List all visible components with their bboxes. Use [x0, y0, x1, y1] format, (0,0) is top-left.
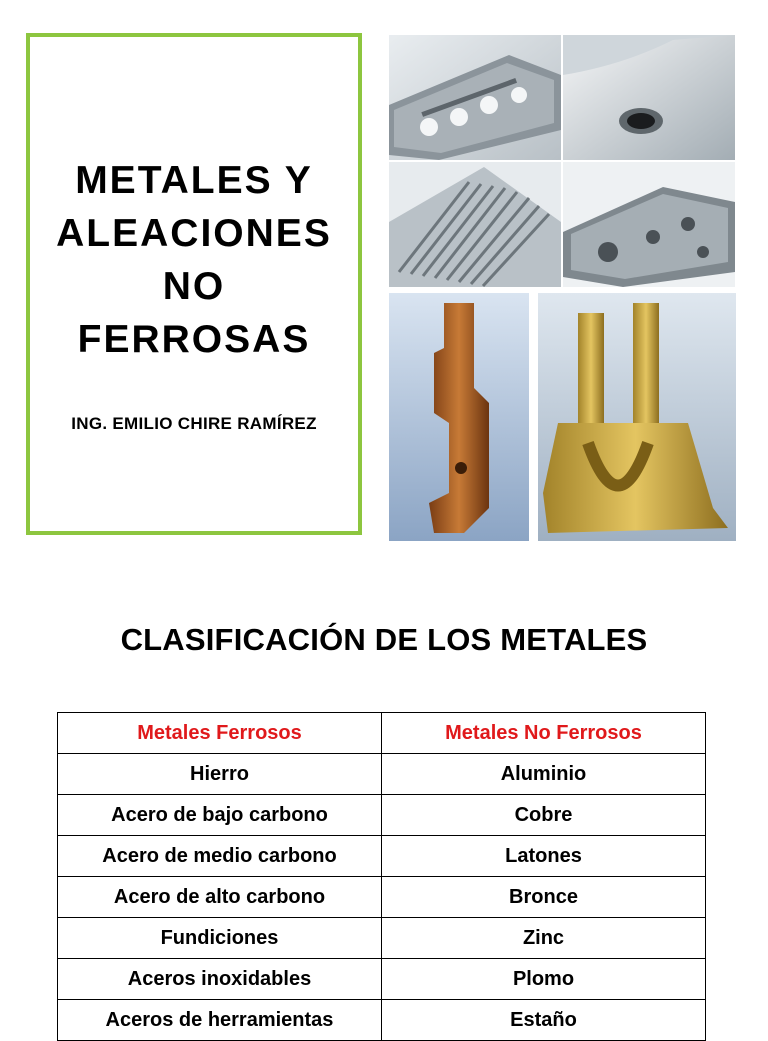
title-line: METALES Y [75, 159, 313, 202]
title-box [26, 33, 362, 535]
title-line: NO [162, 265, 226, 308]
nonferrous-cell: Cobre [382, 795, 706, 836]
metals-table [57, 712, 706, 1041]
header-ferrous: Metales Ferrosos [58, 713, 382, 754]
bent-sheet-photo [563, 35, 735, 160]
ferrous-cell: Acero de alto carbono [58, 877, 382, 918]
nonferrous-cell: Aluminio [382, 754, 706, 795]
classification-title: CLASIFICACIÓN DE LOS METALES [120, 622, 648, 657]
table-row [58, 918, 706, 959]
title-line: ALEACIONES [56, 212, 332, 255]
nonferrous-cell: Plomo [382, 959, 706, 1000]
ferrous-cell: Aceros de herramientas [58, 1000, 382, 1041]
ferrous-cell: Acero de medio carbono [58, 836, 382, 877]
brass-fitting-photo [538, 293, 736, 541]
table-row [58, 959, 706, 1000]
table-row [58, 754, 706, 795]
author-name: ING. EMILIO CHIRE RAMÍREZ [71, 414, 317, 433]
ferrous-cell: Fundiciones [58, 918, 382, 959]
table-row [58, 836, 706, 877]
table-row [58, 877, 706, 918]
slide-title [56, 154, 332, 366]
nonferrous-cell: Zinc [382, 918, 706, 959]
ferrous-cell: Aceros inoxidables [58, 959, 382, 1000]
table-row [58, 795, 706, 836]
ferrous-cell: Acero de bajo carbono [58, 795, 382, 836]
title-line: FERROSAS [77, 318, 311, 361]
nonferrous-cell: Latones [382, 836, 706, 877]
cast-plate-photo [389, 35, 561, 160]
nonferrous-cell: Estaño [382, 1000, 706, 1041]
ferrous-cell: Hierro [58, 754, 382, 795]
bronze-bracket-photo [389, 293, 529, 541]
nonferrous-cell: Bronce [382, 877, 706, 918]
heatsink-fins-photo [389, 162, 561, 287]
cast-housing-photo [563, 162, 735, 287]
table-row [58, 1000, 706, 1041]
table-header-row [58, 713, 706, 754]
header-nonferrous: Metales No Ferrosos [382, 713, 706, 754]
